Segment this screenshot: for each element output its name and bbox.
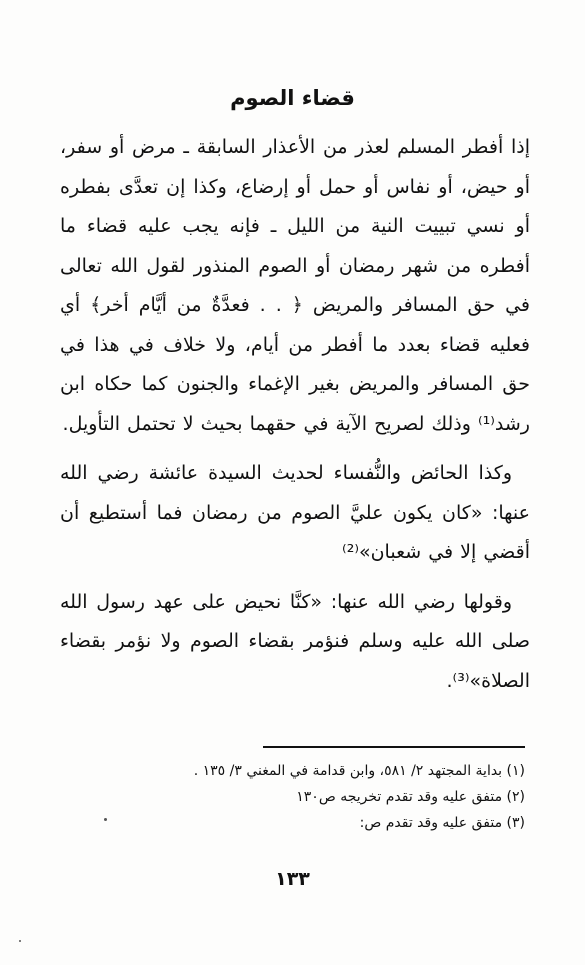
page-number: ١٣٣ xyxy=(275,868,310,890)
page-title: قضاء الصوم xyxy=(230,86,355,110)
paragraph-2: وكذا الحائض والنُّفساء لحديث السيدة عائشة رضي الله عنها: «كان يكون عليَّ الصوم من رمضان فما أستطيع أن أقضي إلا في شعبان»⁽²⁾ xyxy=(60,462,530,563)
footnote-separator xyxy=(263,746,525,748)
paragraph-1: إذا أفطر المسلم لعذر من الأعذار السابقة ـ مرض أو سفر، أو حيض، أو نفاس أو حمل أو إرضاع، وكذا إن تعدَّى بفطره أو نسي تبييت النية من الليل ـ فإنه يجب عليه قضاء ما أفطره من شهر رمضان أو الصوم المنذور لقول الله تعالى في حق المسافر والمريض ﴿ . . فعدَّةٌ من أيَّام أخر﴾ أي فعليه قضاء بعدد ما أفطر من أيام، ولا خلاف في هذا في حق المسافر والمريض بغير الإغماء والجنون كما حكاه ابن رشد⁽¹⁾ وذلك لصريح الآية في حقهما بحيث لا تحتمل التأويل. xyxy=(60,136,530,435)
body-text xyxy=(60,128,530,701)
paragraph-3: وقولها رضي الله عنها: «كنَّا نحيض على عهد رسول الله صلى الله عليه وسلم فنؤمر بقضاء الصوم ولا نؤمر بقضاء الصلاة»⁽³⁾. xyxy=(60,590,530,692)
footnote-2: (٢) متفق عليه وقد تقدم تخريجه ص١٣٠ xyxy=(296,789,525,805)
footnotes xyxy=(40,758,525,836)
footnote-3: (٣) متفق عليه وقد تقدم ص: xyxy=(359,815,525,831)
scan-speck xyxy=(19,940,21,942)
footnote-1: (١) بداية المجتهد ٢/ ٥٨١، وابن قدامة في المغني ٣/ ١٣٥ . xyxy=(193,763,525,779)
scan-speck xyxy=(104,818,107,821)
